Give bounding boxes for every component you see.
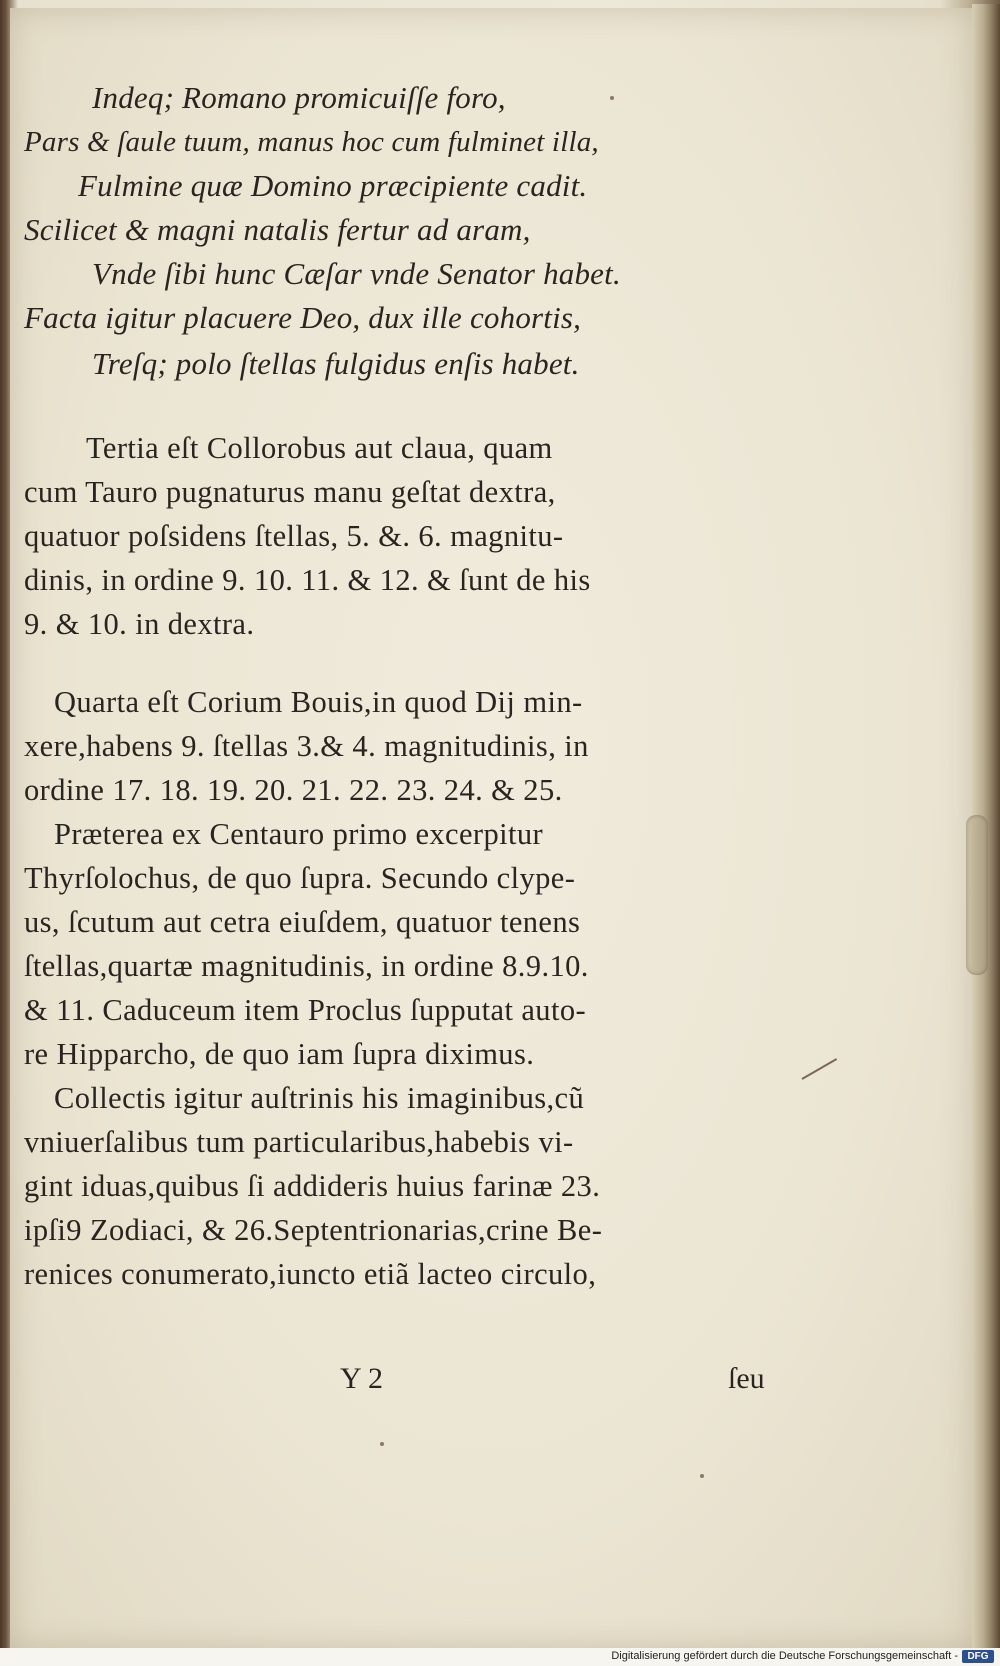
clasp-tab bbox=[966, 815, 988, 975]
paragraph-line: & 11. Caduceum item Proclus ſupputat auto- bbox=[24, 993, 587, 1027]
verse-line: Scilicet & magni natalis fertur ad aram, bbox=[24, 212, 531, 247]
verse-line: Treſq; polo ſtellas fulgidus enſis habet. bbox=[92, 346, 580, 381]
paragraph-line: dinis, in ordine 9. 10. 11. & 12. & ſunt de his bbox=[24, 563, 591, 597]
paragraph-line: Præterea ex Centauro primo excerpitur bbox=[54, 817, 544, 851]
verse-line: Facta igitur placuere Deo, dux ille cohortis, bbox=[24, 300, 582, 335]
verse-line: Pars & ſaule tuum, manus hoc cum fulminet illa, bbox=[24, 126, 599, 158]
paragraph-line: Thyrſolochus, de quo ſupra. Secundo clype- bbox=[24, 861, 576, 895]
margin-pen-mark bbox=[802, 1058, 838, 1080]
paragraph-line: ipſi9 Zodiaci, & 26.Septentrionarias,crine Be- bbox=[24, 1213, 603, 1247]
paragraph-line: vniuerſalibus tum particularibus,habebis vi- bbox=[24, 1125, 574, 1159]
verse-line: Indeq; Romano promicuiſſe foro, bbox=[92, 80, 506, 115]
paragraph-line: re Hipparcho, de quo iam ſupra diximus. bbox=[24, 1037, 535, 1071]
dfg-logo: DFG bbox=[962, 1650, 994, 1663]
paragraph-line: quatuor poſsidens ſtellas, 5. &. 6. magnitu- bbox=[24, 519, 564, 553]
speck bbox=[610, 96, 614, 100]
paragraph-line: Tertia eſt Collorobus aut claua, quam bbox=[86, 431, 553, 465]
paragraph-line: us, ſcutum aut cetra eiuſdem, quatuor tenens bbox=[24, 905, 581, 939]
digitization-credit: Digitalisierung gefördert durch die Deutsche Forschungsgemeinschaft - bbox=[611, 1650, 958, 1662]
paragraph-line: Collectis igitur auſtrinis his imaginibus,cũ bbox=[54, 1081, 585, 1115]
paragraph-line: Quarta eſt Corium Bouis,in quod Dij min- bbox=[54, 685, 583, 719]
paragraph-line: 9. & 10. in dextra. bbox=[24, 607, 255, 641]
book-page bbox=[10, 8, 972, 1648]
paragraph-line: cum Tauro pugnaturus manu geſtat dextra, bbox=[24, 475, 556, 509]
verse-line: Vnde ſibi hunc Cæſar vnde Senator habet. bbox=[92, 256, 621, 291]
verse-line: Fulmine quæ Domino præcipiente cadit. bbox=[78, 168, 588, 203]
paragraph-line: xere,habens 9. ſtellas 3.& 4. magnitudinis, in bbox=[24, 729, 589, 763]
paragraph-line: renices conumerato,iuncto etiã lacteo circulo, bbox=[24, 1257, 597, 1291]
paragraph-line: ordine 17. 18. 19. 20. 21. 22. 23. 24. & 25. bbox=[24, 773, 563, 807]
signature-mark: Y 2 bbox=[340, 1362, 384, 1395]
speck bbox=[700, 1474, 704, 1478]
paragraph-line: ſtellas,quartæ magnitudinis, in ordine 8.9.10. bbox=[24, 949, 589, 983]
speck bbox=[380, 1442, 384, 1446]
paragraph-line: gint iduas,quibus ſi addideris huius farinæ 23. bbox=[24, 1169, 601, 1203]
catchword: ſeu bbox=[728, 1362, 765, 1395]
